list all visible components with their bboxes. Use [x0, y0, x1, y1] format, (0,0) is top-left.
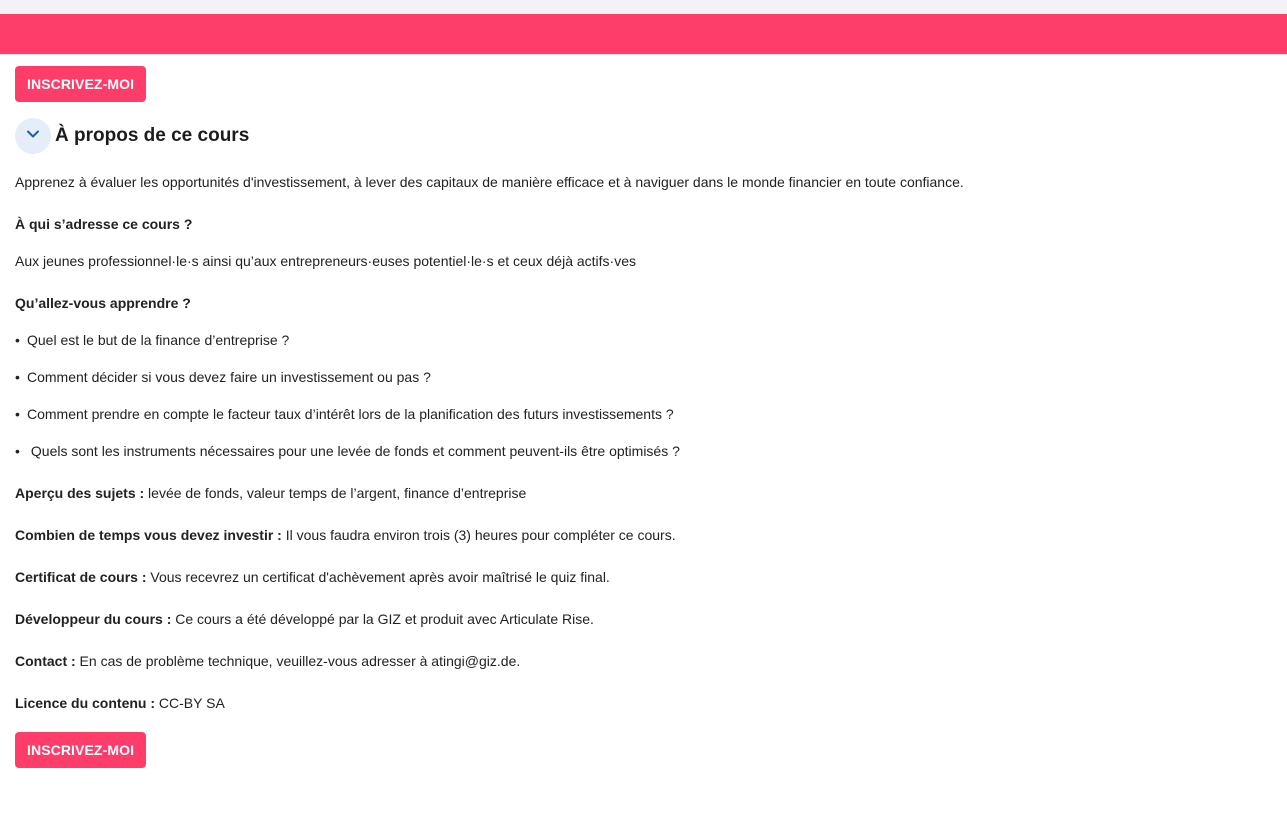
detail-license	[15, 693, 1265, 713]
list-item-text: Comment décider si vous devez faire un investissement ou pas ?	[27, 369, 431, 385]
detail-duration	[15, 525, 1265, 545]
detail-certificate	[15, 567, 1265, 587]
list-item	[15, 404, 1265, 424]
bullet-icon: •	[15, 406, 20, 422]
detail-contact	[15, 651, 1265, 671]
course-intro: Apprenez à évaluer les opportunités d'investissement, à lever des capitaux de manière efficace et à naviguer dans le monde financier en toute confiance.	[15, 174, 964, 190]
section-title: À propos de ce cours	[55, 125, 250, 146]
learn-list	[15, 330, 1265, 461]
collapse-toggle-button[interactable]	[15, 118, 51, 154]
list-item	[15, 367, 1265, 387]
detail-label: Développeur du cours :	[15, 611, 172, 627]
list-item-text: Quels sont les instruments nécessaires pour une levée de fonds et comment peuvent-ils être optimisés ?	[27, 443, 680, 459]
detail-value: Ce cours a été développé par la GIZ et produit avec Articulate Rise.	[171, 611, 594, 627]
list-item	[15, 441, 1265, 461]
detail-label: Combien de temps vous devez investir :	[15, 527, 282, 543]
section-header	[15, 118, 1265, 154]
bullet-icon: •	[15, 369, 20, 385]
detail-value: En cas de problème technique, veuillez-vous adresser à atingi@giz.de.	[75, 653, 521, 669]
detail-label: Certificat de cours :	[15, 569, 147, 585]
top-strip	[0, 0, 1287, 14]
course-about-section	[15, 66, 1265, 768]
detail-label: Contact :	[15, 653, 76, 669]
list-item	[15, 330, 1265, 350]
detail-developer	[15, 609, 1265, 629]
list-item-text: Quel est le but de la finance d’entreprise ?	[27, 332, 290, 348]
detail-topics	[15, 483, 1265, 503]
detail-value: CC-BY SA	[155, 695, 225, 711]
enroll-button-bottom[interactable]: INSCRIVEZ-MOI	[15, 732, 146, 768]
list-item-text: Comment prendre en compte le facteur taux d’intérêt lors de la planification des futurs investissements ?	[27, 406, 674, 422]
bullet-icon: •	[15, 443, 20, 459]
bottom-button-row	[15, 732, 1265, 768]
enroll-button-top[interactable]: INSCRIVEZ-MOI	[15, 66, 146, 102]
audience-text: Aux jeunes professionnel·le·s ainsi qu’aux entrepreneurs·euses potentiel·le·s et ceux déjà actifs·ves	[15, 253, 636, 269]
header-banner	[0, 14, 1287, 55]
learn-heading: Qu’allez-vous apprendre ?	[15, 295, 191, 311]
detail-label: Aperçu des sujets :	[15, 485, 145, 501]
detail-value: Vous recevrez un certificat d'achèvement après avoir maîtrisé le quiz final.	[146, 569, 610, 585]
audience-heading: À qui s’adresse ce cours ?	[15, 216, 193, 232]
detail-label: Licence du contenu :	[15, 695, 156, 711]
detail-value: Il vous faudra environ trois (3) heures pour compléter ce cours.	[281, 527, 676, 543]
bullet-icon: •	[15, 332, 20, 348]
detail-value: levée de fonds, valeur temps de l’argent, finance d’entreprise	[144, 485, 527, 501]
chevron-down-icon	[25, 126, 41, 147]
